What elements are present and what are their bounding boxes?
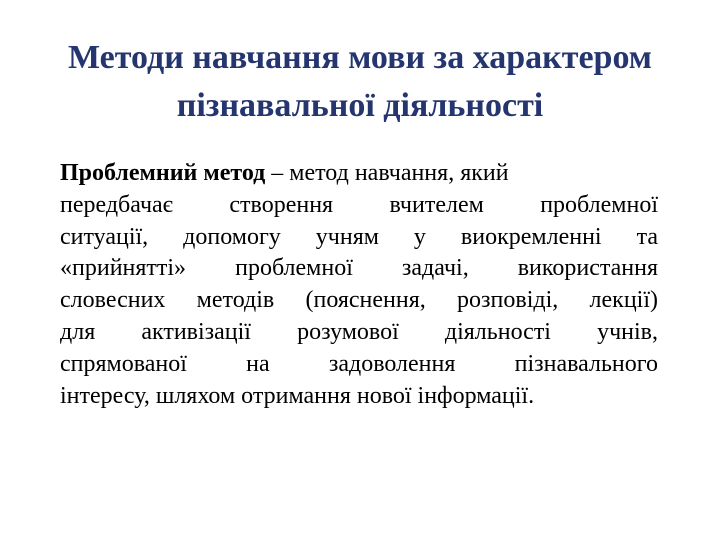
definition-text <box>60 158 658 412</box>
slide-title-line-1: Методи навчання мови за характером <box>68 39 652 76</box>
definition-term: Проблемний метод <box>60 160 266 186</box>
definition-line-7: спрямованої на задоволення пізнавального <box>60 350 658 377</box>
slide-title <box>20 34 700 130</box>
slide-title-line-2: пізнавальної діяльності <box>176 87 544 124</box>
definition-line-1 <box>60 158 658 190</box>
definition-line-8: інтересу, шляхом отримання нової інформації. <box>60 382 535 409</box>
definition-line-2: передбачає створення вчителем проблемної <box>60 191 658 218</box>
definition-line-5: словесних методів (пояснення, розповіді, лекції) <box>60 287 658 314</box>
definition-line-3: ситуації, допомогу учням у виокремленні та <box>60 223 658 250</box>
definition-line-6: для активізації розумової діяльності учнів, <box>60 318 658 345</box>
definition-line-1-text: – метод навчання, який <box>265 160 509 186</box>
definition-line-4: «прийнятті» проблемної задачі, використання <box>60 255 658 282</box>
